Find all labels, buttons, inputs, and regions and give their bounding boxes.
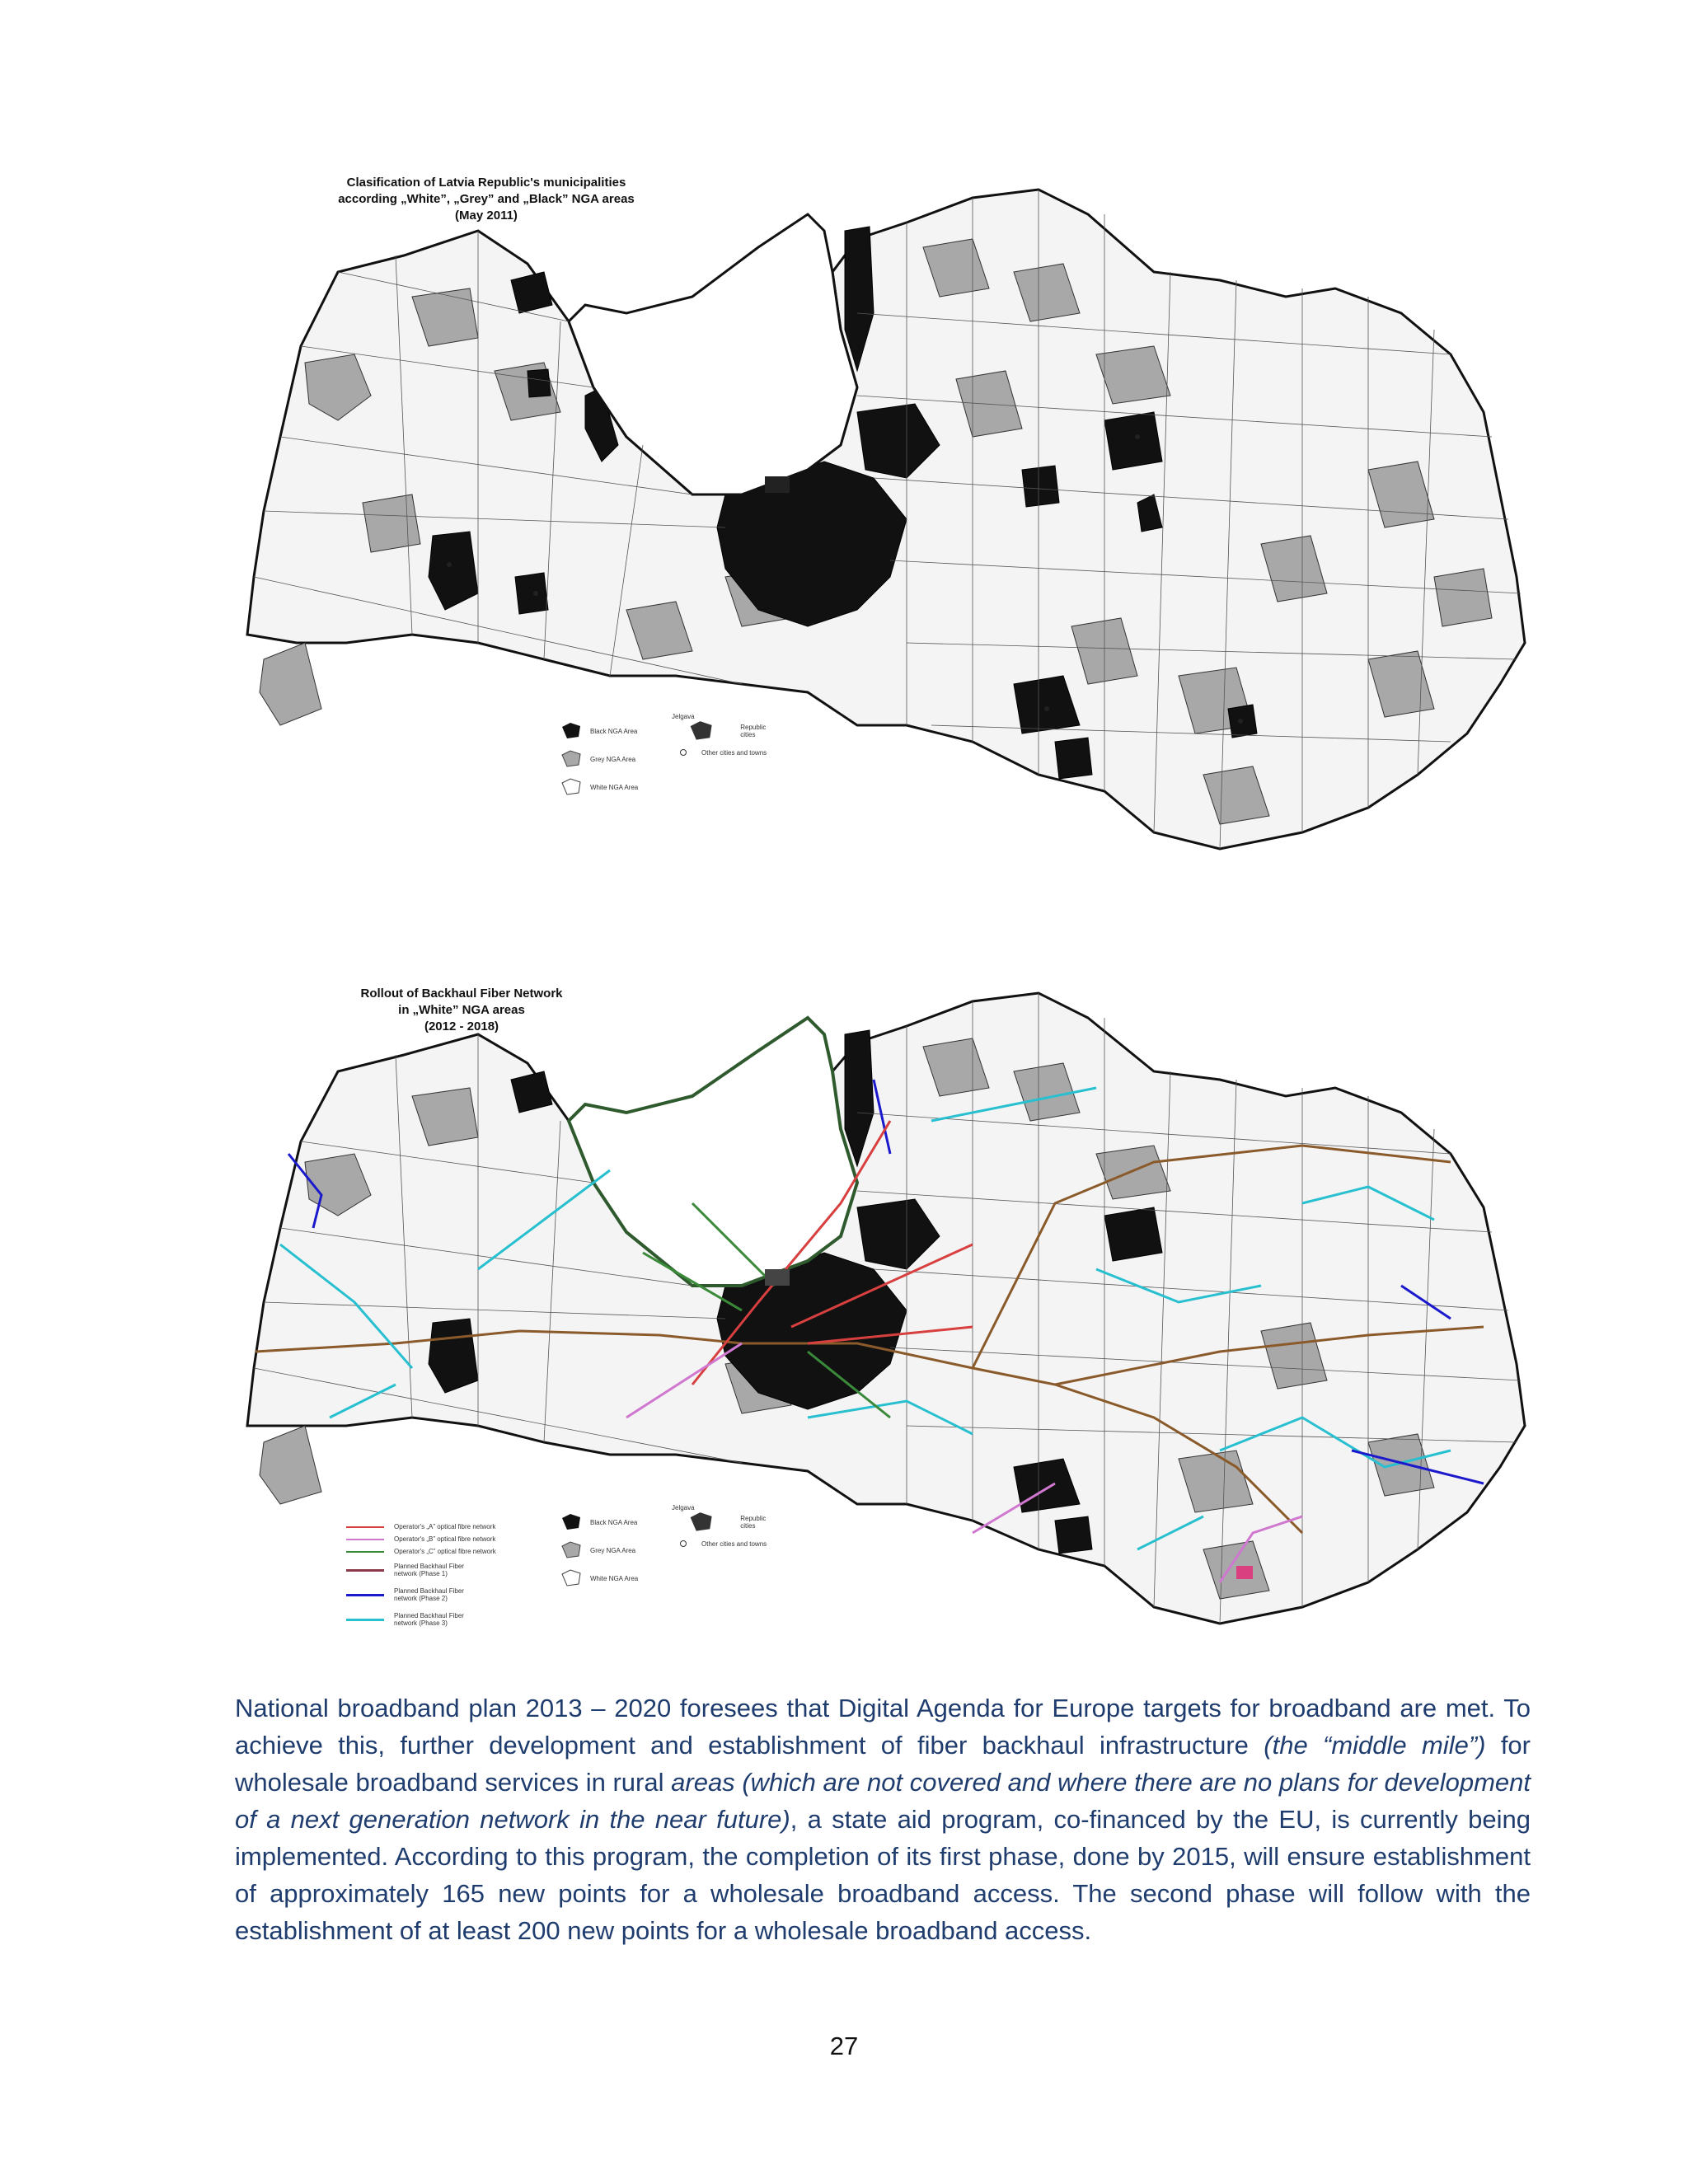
legend-label: Grey NGA Area [590, 1546, 636, 1554]
map-figure-nga-classification [231, 148, 1533, 919]
legend-label: Republic cities [740, 1515, 767, 1530]
phase-3-line-swatch [346, 1619, 384, 1621]
map-title [305, 986, 618, 1035]
legend-label: Other cities and towns [701, 748, 767, 757]
operator-c-line-swatch [346, 1551, 384, 1553]
legend-label: Black NGA Area [590, 1518, 638, 1526]
area-legend [560, 1508, 638, 1592]
legend-label: Operator's „B” optical fibre network [394, 1535, 496, 1543]
legend-city-label: Jelgava [672, 1504, 695, 1511]
paragraph-text: for wholesale broadband services in rural [235, 1731, 1531, 1797]
map-title [305, 175, 668, 224]
legend-label: Black NGA Area [590, 727, 638, 735]
black-area-swatch [560, 1513, 582, 1531]
grey-area-swatch [560, 1541, 582, 1559]
map-figure-backhaul-rollout [231, 956, 1533, 1690]
paragraph-italic-text: areas (which are not covered and where there are no plans for development of a next generation network in the near future) [235, 1768, 1531, 1834]
legend-label: Other cities and towns [701, 1540, 767, 1548]
map-title-line: (May 2011) [455, 209, 518, 223]
network-line-legend [346, 1521, 496, 1632]
white-area-swatch [560, 1569, 582, 1587]
republic-city-swatch [672, 1511, 730, 1533]
city-legend [672, 713, 767, 763]
paragraph-italic-text: (the “middle mile”) [1264, 1731, 1486, 1760]
map-title-line: (2012 - 2018) [424, 1019, 499, 1033]
legend-label: Operator's „A” optical fibre network [394, 1523, 496, 1530]
legend-label: Grey NGA Area [590, 755, 636, 763]
legend-label: Planned Backhaul Fiber network (Phase 2) [394, 1587, 464, 1602]
black-area-swatch [560, 722, 582, 740]
body-paragraph [235, 1690, 1531, 1949]
legend-label: Planned Backhaul Fiber network (Phase 3) [394, 1612, 464, 1627]
map-title-line: Clasification of Latvia Republic's municipalities [346, 176, 626, 190]
city-legend [672, 1504, 767, 1554]
republic-city-swatch [672, 720, 730, 742]
page-number: 27 [829, 2032, 859, 2060]
legend-label: Republic cities [740, 724, 767, 738]
town-marker-icon [680, 1540, 687, 1547]
map-title-line: Rollout of Backhaul Fiber Network [360, 987, 563, 1001]
operator-b-line-swatch [346, 1539, 384, 1540]
legend-label: Operator's „C” optical fibre network [394, 1548, 496, 1555]
area-legend [560, 717, 638, 801]
paragraph-text: National broadband plan 2013 – 2020 foresees that Digital Agenda for Europe targets for broadband are met. To achieve this, further development and establishment of fiber backhaul infrastructure [235, 1694, 1531, 1760]
legend-label: Planned Backhaul Fiber network (Phase 1) [394, 1563, 464, 1577]
town-marker-icon [680, 749, 687, 756]
grey-area-swatch [560, 750, 582, 768]
white-area-swatch [560, 778, 582, 796]
latvia-nga-map [231, 148, 1533, 919]
legend-label: White NGA Area [590, 1574, 639, 1582]
phase-2-line-swatch [346, 1594, 384, 1596]
phase-1-line-swatch [346, 1569, 384, 1572]
map-title-line: in „White” NGA areas [398, 1003, 525, 1017]
paragraph-text: , a state aid program, co-financed by the EU, is currently being implemented. According to this program, the completion of its first phase, done by 2015, will ensure establishment of approximately 165 new points for a wholesale broadband access. The second phase will follow with the establishment of at least 200 new points for a wholesale broadband access. [235, 1805, 1531, 1945]
legend-city-label: Jelgava [672, 713, 695, 720]
map-title-line: according „White”, „Grey” and „Black” NGA areas [338, 192, 635, 206]
operator-a-line-swatch [346, 1526, 384, 1528]
legend-label: White NGA Area [590, 783, 639, 791]
